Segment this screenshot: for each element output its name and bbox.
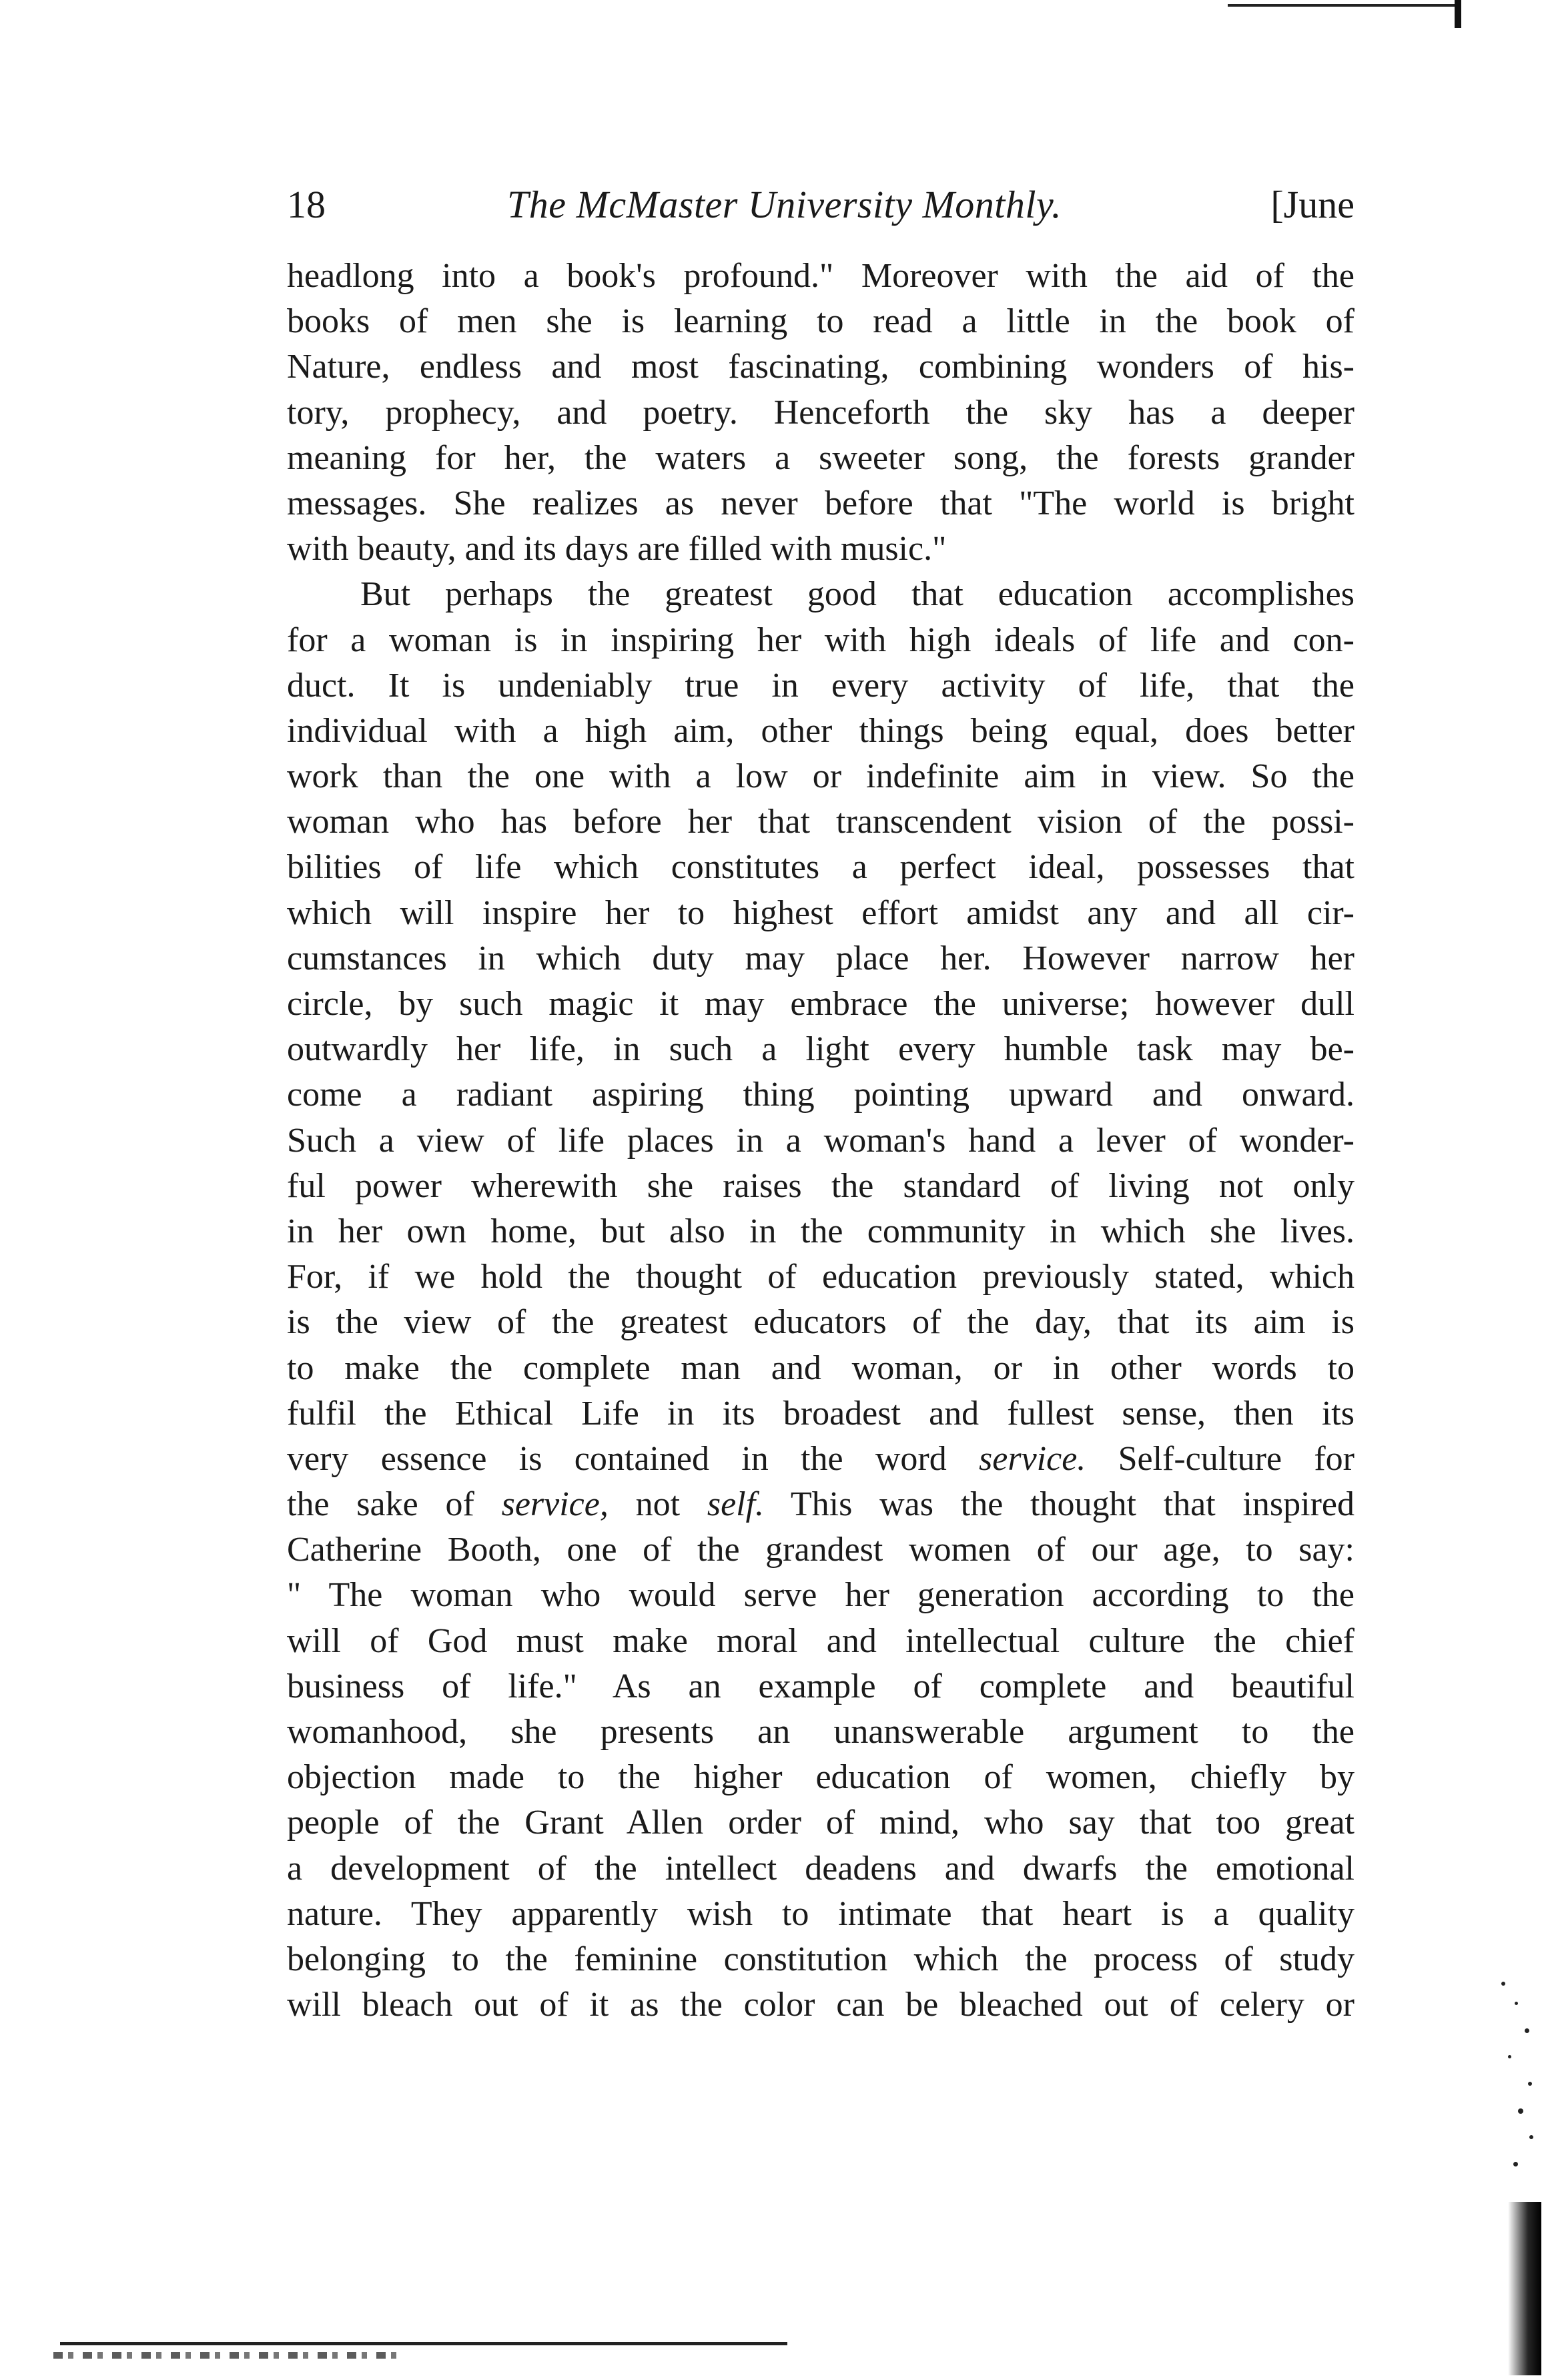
text-line: Such a view of life places in a woman's hand a lever of wonder- [287,1121,1355,1160]
scan-speck [1513,2162,1518,2166]
text-segment: This was the thought that inspired [764,1485,1355,1524]
text-line: to make the complete man and woman, or in other words to [287,1348,1355,1387]
text-line: which will inspire her to highest effort amidst any and all cir- [287,893,1355,932]
page-number: 18 [287,183,326,226]
text-line: headlong into a book's profound." Moreover with the aid of the [287,257,1355,295]
text-line: cumstances in which duty may place her. However narrow her [287,939,1355,977]
text-line: Nature, endless and most fascinating, combining wonders of his- [287,348,1355,386]
text-line: a development of the intellect deadens and dwarfs the emotional [287,1849,1355,1888]
text-line: fulfil the Ethical Life in its broadest and fullest sense, then its [287,1394,1355,1433]
text-segment: very essence is contained in the word [287,1439,947,1478]
text-line: is the view of the greatest educators of the day, that its aim is [287,1303,1355,1342]
text-line: individual with a high aim, other things being equal, does better [287,711,1355,750]
text-line: come a radiant aspiring thing pointing upward and onward. [287,1076,1355,1114]
text-line-with-italic [287,1482,1355,1527]
text-line: for a woman is in inspiring her with high ideals of life and con- [287,621,1355,659]
italic-word: self. [707,1485,765,1524]
text-line: womanhood, she presents an unanswerable argument to the [287,1713,1355,1751]
italic-word: service. [979,1439,1086,1478]
text-line: tory, prophecy, and poetry. Henceforth the sky has a deeper [287,393,1355,432]
text-line: bilities of life which constitutes a perfect ideal, possesses that [287,848,1355,887]
text-line: will of God must make moral and intellectual culture the chief [287,1621,1355,1660]
text-segment: not [608,1485,707,1524]
text-line: ful power wherewith she raises the standard of living not only [287,1166,1355,1205]
scan-binding-shadow [1508,2202,1541,2375]
text-line-with-italic [287,1437,1355,1482]
scan-bottom-noise [53,2352,400,2359]
scan-speck [1515,2002,1518,2005]
text-segment: Self-culture for [1086,1439,1355,1478]
issue-month: [June [1270,183,1355,226]
text-line: outwardly her life, in such a light every humble task may be- [287,1030,1355,1069]
scan-speck [1528,2082,1532,2086]
journal-title: The McMaster University Monthly. [507,183,1062,226]
text-line: Catherine Booth, one of the grandest women of our age, to say: [287,1531,1355,1569]
scan-speck [1518,2108,1523,2114]
text-line: circle, by such magic it may embrace the universe; however dull [287,985,1355,1023]
text-line: with beauty, and its days are filled with music." [287,530,947,568]
text-line: woman who has before her that transcendent vision of the possi- [287,803,1355,841]
scan-speck [1508,2055,1511,2058]
text-line: will bleach out of it as the color can be bleached out of celery or [287,1986,1355,2024]
scan-speck [1525,2028,1529,2033]
text-segment: the sake of [287,1485,474,1524]
text-line: objection made to the higher education of women, chiefly by [287,1758,1355,1797]
text-line: duct. It is undeniably true in every activity of life, that the [287,666,1355,705]
text-line: meaning for her, the waters a sweeter song, the forests grander [287,438,1355,477]
scan-bottom-rule [60,2342,787,2345]
text-line: books of men she is learning to read a little in the book of [287,302,1355,341]
scan-speck [1529,2135,1533,2139]
text-line: belonging to the feminine constitution which the process of study [287,1940,1355,1978]
italic-word: service, [501,1485,609,1524]
scan-speck [1501,1982,1505,1986]
running-header [287,175,1355,235]
text-line-paragraph-start: But perhaps the greatest good that education accomplishes [360,575,1355,614]
text-line: work than the one with a low or indefinite aim in view. So the [287,757,1355,796]
text-line: For, if we hold the thought of education previously stated, which [287,1258,1355,1296]
text-line: business of life." As an example of complete and beautiful [287,1667,1355,1705]
text-line: nature. They apparently wish to intimate that heart is a quality [287,1894,1355,1933]
body-text [287,254,1355,2028]
text-line: messages. She realizes as never before that "The world is bright [287,484,1355,522]
text-line: in her own home, but also in the community in which she lives. [287,1212,1355,1250]
text-line: people of the Grant Allen order of mind, who say that too great [287,1804,1355,1842]
scan-top-mark [1455,0,1461,28]
text-line: " The woman who would serve her generation according to the [287,1576,1355,1615]
scan-top-rule [1228,4,1458,7]
